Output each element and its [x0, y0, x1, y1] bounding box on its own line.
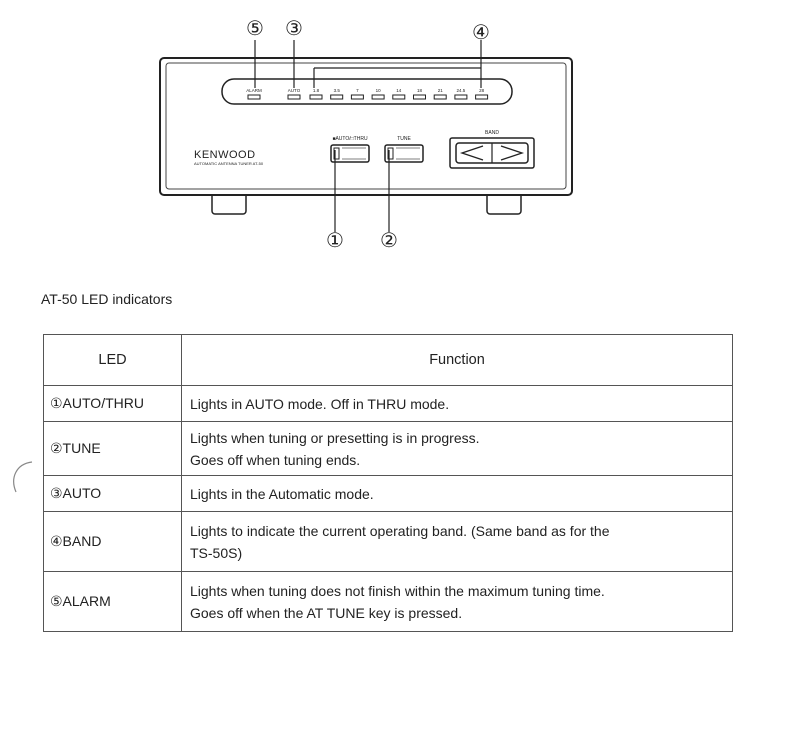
auto-led — [288, 95, 300, 99]
band-led — [434, 95, 446, 99]
band-led — [372, 95, 384, 99]
function-cell — [182, 476, 733, 512]
model-text: AUTOMATIC ANTENNA TUNER AT-50 — [194, 161, 264, 166]
band-leds — [310, 95, 488, 99]
function-line: Lights when tuning does not finish within the maximum tuning time. — [190, 582, 605, 599]
band-led — [393, 95, 405, 99]
band-led — [455, 95, 467, 99]
band-led-label: 7 — [356, 88, 359, 93]
header-function: Function — [182, 335, 733, 386]
led-label-alarm: ALARM — [246, 88, 262, 93]
function-cell — [182, 572, 733, 632]
led-name-cell: ③AUTO — [44, 476, 182, 512]
table-header-row — [44, 335, 733, 386]
callout-5: ⑤ — [246, 18, 264, 40]
function-cell — [182, 512, 733, 572]
band-led — [351, 95, 363, 99]
band-led-label: 10 — [375, 88, 381, 93]
callout-2: ② — [380, 230, 398, 252]
function-cell — [182, 422, 733, 476]
table-row — [44, 386, 733, 422]
band-switch-label: BAND — [485, 130, 499, 136]
binder-hole-mark — [2, 458, 42, 498]
band-led-label: 14 — [396, 88, 402, 93]
alarm-led — [248, 95, 260, 99]
band-led-labels — [313, 88, 485, 93]
band-led-label: 18 — [416, 88, 423, 93]
callout-3: ③ — [285, 18, 303, 40]
led-name-cell: ①AUTO/THRU — [44, 386, 182, 422]
function-line: Lights in AUTO mode. Off in THRU mode. — [190, 395, 450, 412]
callout-4: ④ — [472, 22, 490, 44]
led-name-cell: ⑤ALARM — [44, 572, 182, 632]
led-window — [222, 79, 512, 104]
band-led — [414, 95, 426, 99]
band-led-label: 3.5 — [333, 88, 340, 93]
tuner-front-panel-figure — [0, 0, 793, 270]
band-led — [476, 95, 488, 99]
led-label-auto: AUTO — [287, 88, 301, 93]
auto-thru-button-label: ■AUTO/□THRU — [332, 136, 368, 142]
led-indicator-table — [43, 334, 733, 632]
band-led-label: 21 — [437, 88, 443, 93]
function-line: Goes off when tuning ends. — [190, 451, 361, 468]
function-line: Lights to indicate the current operating band. (Same band as for the — [190, 522, 610, 539]
brand-logo-text: KENWOOD — [194, 149, 256, 161]
table-row — [44, 512, 733, 572]
function-line: Lights in the Automatic mode. — [190, 485, 374, 502]
function-line: TS-50S) — [190, 544, 243, 561]
band-led-label: 28 — [479, 88, 485, 93]
table-row — [44, 572, 733, 632]
function-line: Goes off when the AT TUNE key is pressed. — [190, 604, 463, 621]
tuner-illustration — [0, 0, 793, 270]
tune-button-label: TUNE — [397, 136, 411, 142]
band-led-label: 1.8 — [312, 88, 320, 93]
function-line: Lights when tuning or presetting is in progress. — [190, 429, 480, 446]
led-name-cell: ②TUNE — [44, 422, 182, 476]
header-led: LED — [44, 335, 182, 386]
band-led — [331, 95, 343, 99]
function-cell — [182, 386, 733, 422]
band-led-label: 24.5 — [456, 88, 466, 93]
figure-caption: AT-50 LED indicators — [41, 291, 173, 307]
table-row — [44, 476, 733, 512]
callout-1: ① — [326, 230, 344, 252]
table-row — [44, 422, 733, 476]
led-name-cell: ④BAND — [44, 512, 182, 572]
band-led — [310, 95, 322, 99]
